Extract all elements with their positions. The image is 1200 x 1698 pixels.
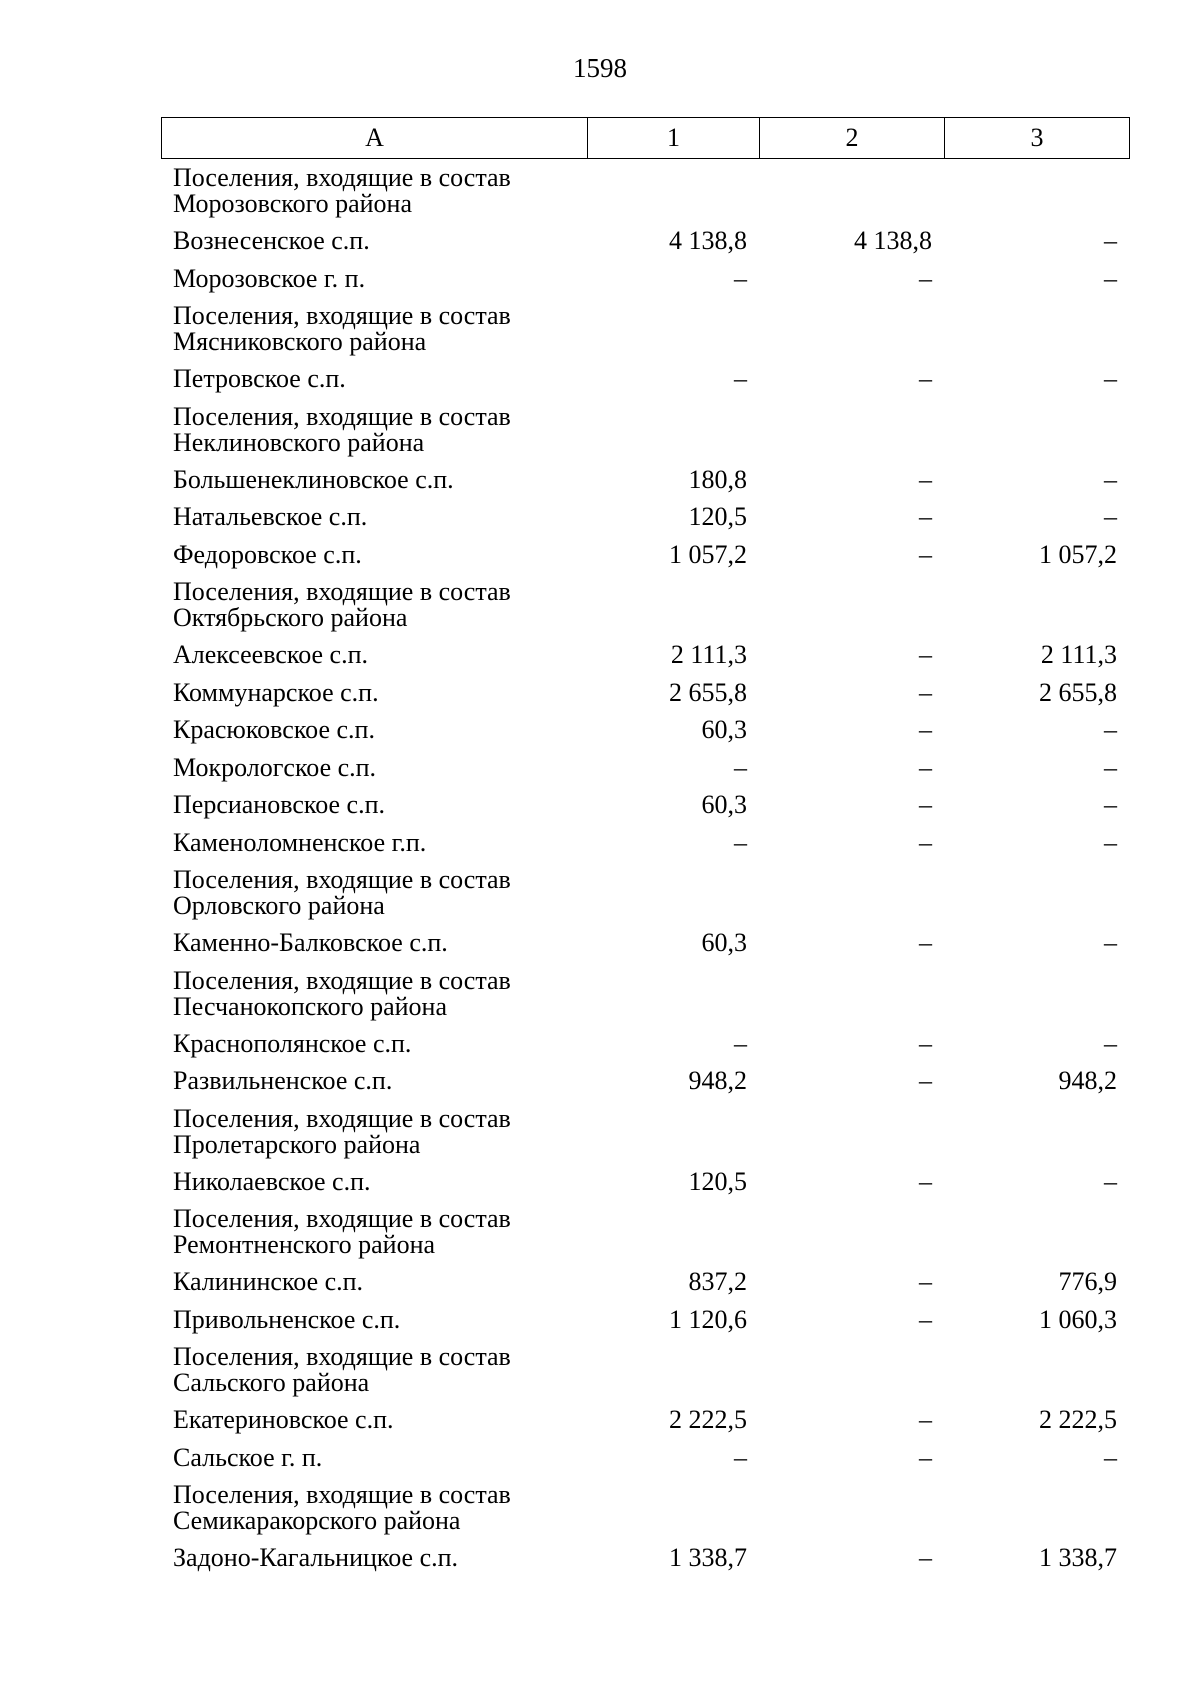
- table-row: [161, 1401, 1129, 1439]
- table-row: [161, 636, 1129, 674]
- table-row: [161, 711, 1129, 749]
- settlement-name-cell: Коммунарское с.п.: [173, 677, 379, 707]
- value-col1-cell: 120,5: [688, 1166, 747, 1196]
- value-col1-cell: –: [734, 1442, 747, 1472]
- value-col3-cell: 2 111,3: [1040, 640, 1117, 669]
- value-col3-cell: –: [1104, 1442, 1117, 1472]
- value-col2-cell: –: [919, 1442, 932, 1472]
- value-col2-cell: –: [919, 1028, 932, 1058]
- settlement-name-cell: Поселения, входящие в состав Пролетарского района: [173, 1103, 511, 1159]
- value-col1-cell: 1 057,2: [669, 539, 747, 569]
- settlement-name-cell: Екатериновское с.п.: [173, 1405, 394, 1434]
- value-col3-cell: –: [1104, 364, 1117, 393]
- value-col3-cell: –: [1104, 502, 1117, 531]
- value-col1-cell: 180,8: [688, 464, 747, 494]
- value-col3-cell: –: [1104, 263, 1117, 293]
- value-col2-cell: –: [919, 928, 932, 957]
- settlement-name-cell: Каменно-Балковское с.п.: [173, 928, 448, 957]
- table-group-heading-row: [161, 297, 1129, 360]
- value-col2-cell: –: [919, 1543, 932, 1572]
- settlement-name-cell: Морозовское г. п.: [173, 263, 366, 293]
- column-header-2: 2: [760, 118, 945, 159]
- settlement-name-cell: Привольненское с.п.: [173, 1304, 401, 1334]
- value-col3-cell: –: [1104, 715, 1117, 744]
- settlement-name-cell: Краснополянское с.п.: [173, 1028, 412, 1058]
- table-row: [161, 498, 1129, 536]
- table-group-heading-row: [161, 1200, 1129, 1263]
- settlement-name-cell: Поселения, входящие в состав Орловского района: [173, 865, 511, 920]
- table-row: [161, 674, 1129, 712]
- value-col1-cell: –: [734, 364, 747, 393]
- value-col3-cell: 1 057,2: [1039, 539, 1117, 569]
- value-col1-cell: –: [734, 1028, 747, 1058]
- value-col2-cell: –: [919, 1267, 932, 1296]
- value-col3-cell: 948,2: [1058, 1066, 1117, 1095]
- table-group-heading-row: [161, 861, 1129, 924]
- value-col1-cell: 837,2: [688, 1267, 747, 1296]
- value-col2-cell: 4 138,8: [854, 226, 932, 255]
- table-group-heading-row: [161, 1338, 1129, 1401]
- settlement-name-cell: Поселения, входящие в состав Ремонтненского района: [173, 1204, 511, 1259]
- settlement-name-cell: Мокрологское с.п.: [173, 752, 377, 782]
- settlement-name-cell: Николаевское с.п.: [173, 1166, 371, 1196]
- value-col1-cell: 2 222,5: [669, 1405, 747, 1434]
- table-row: [161, 786, 1129, 824]
- value-col3-cell: –: [1104, 1166, 1117, 1196]
- table-group-heading-row: [161, 1100, 1129, 1163]
- value-col1-cell: –: [734, 827, 747, 857]
- value-col1-cell: 1 120,6: [669, 1304, 747, 1334]
- settlement-name-cell: Сальское г. п.: [173, 1442, 323, 1472]
- value-col2-cell: –: [919, 1166, 932, 1196]
- value-col3-cell: 1 338,7: [1039, 1543, 1117, 1572]
- table-row: [161, 924, 1129, 962]
- value-col1-cell: 60,3: [701, 790, 747, 819]
- value-col1-cell: 120,5: [688, 502, 747, 531]
- table-group-heading-row: [161, 962, 1129, 1025]
- table-row: [161, 260, 1129, 298]
- table-row: [161, 824, 1129, 862]
- value-col1-cell: 4 138,8: [669, 226, 747, 255]
- column-header-a: А: [162, 118, 588, 159]
- settlement-name-cell: Персиановское с.п.: [173, 790, 386, 819]
- value-col2-cell: –: [919, 1066, 932, 1095]
- page-number: 1598: [573, 53, 627, 83]
- value-col3-cell: –: [1104, 790, 1117, 819]
- table-row: [161, 1163, 1129, 1201]
- settlement-name-cell: Каменоломненское г.п.: [173, 827, 427, 857]
- table-row: [161, 461, 1129, 499]
- settlement-name-cell: Красюковское с.п.: [173, 715, 375, 744]
- value-col1-cell: –: [734, 752, 747, 782]
- value-col2-cell: –: [919, 539, 932, 569]
- table-group-heading-row: [161, 159, 1129, 222]
- table-group-heading-row: [161, 1476, 1129, 1539]
- settlement-name-cell: Поселения, входящие в состав Морозовского района: [173, 163, 511, 218]
- settlement-name-cell: Задоно-Кагальницкое с.п.: [173, 1543, 459, 1572]
- table-row: [161, 1263, 1129, 1301]
- value-col3-cell: 2 222,5: [1039, 1405, 1117, 1434]
- value-col3-cell: –: [1104, 752, 1117, 782]
- value-col3-cell: 1 060,3: [1039, 1304, 1117, 1334]
- value-col3-cell: 776,9: [1058, 1267, 1117, 1296]
- value-col1-cell: 60,3: [701, 715, 747, 744]
- table-row: [161, 536, 1129, 574]
- value-col2-cell: –: [919, 827, 932, 857]
- table-row: [161, 222, 1129, 260]
- settlement-name-cell: Поселения, входящие в состав Мясниковского района: [173, 301, 511, 356]
- value-col3-cell: –: [1104, 226, 1117, 255]
- value-col1-cell: 1 338,7: [669, 1543, 747, 1572]
- table-row: [161, 1539, 1129, 1577]
- table-row: [161, 1439, 1129, 1477]
- settlement-name-cell: Развильненское с.п.: [173, 1066, 393, 1095]
- value-col2-cell: –: [919, 790, 932, 819]
- value-col3-cell: –: [1104, 1028, 1117, 1058]
- settlement-name-cell: Поселения, входящие в состав Неклиновского района: [173, 401, 511, 457]
- table-row: [161, 1025, 1129, 1063]
- settlement-name-cell: Большенеклиновское с.п.: [173, 464, 454, 494]
- value-col1-cell: 2 111,3: [670, 640, 747, 669]
- value-col2-cell: –: [919, 263, 932, 293]
- value-col2-cell: –: [919, 677, 932, 707]
- value-col1-cell: –: [734, 263, 747, 293]
- value-col3-cell: 2 655,8: [1039, 677, 1117, 707]
- table-group-heading-row: [161, 398, 1129, 461]
- value-col2-cell: –: [919, 1405, 932, 1434]
- value-col2-cell: –: [919, 715, 932, 744]
- value-col1-cell: 948,2: [688, 1066, 747, 1095]
- settlement-name-cell: Петровское с.п.: [173, 364, 346, 393]
- settlement-name-cell: Поселения, входящие в состав Сальского района: [173, 1342, 511, 1397]
- value-col1-cell: 2 655,8: [669, 677, 747, 707]
- settlement-name-cell: Вознесенское с.п.: [173, 226, 370, 255]
- settlement-name-cell: Алексеевское с.п.: [173, 640, 368, 669]
- table-row: [161, 749, 1129, 787]
- value-col2-cell: –: [919, 640, 932, 669]
- value-col2-cell: –: [919, 502, 932, 531]
- value-col2-cell: –: [919, 752, 932, 782]
- settlement-name-cell: Федоровское с.п.: [173, 539, 362, 569]
- value-col2-cell: –: [919, 364, 932, 393]
- table-row: [161, 1301, 1129, 1339]
- value-col3-cell: –: [1104, 827, 1117, 857]
- table-group-heading-row: [161, 573, 1129, 636]
- settlement-name-cell: Калининское с.п.: [173, 1267, 364, 1296]
- column-header-3: 3: [945, 118, 1130, 159]
- column-header-1: 1: [588, 118, 760, 159]
- table-row: [161, 360, 1129, 398]
- value-col3-cell: –: [1104, 928, 1117, 957]
- table-row: [161, 1062, 1129, 1100]
- settlement-name-cell: Натальевское с.п.: [173, 502, 368, 531]
- settlement-name-cell: Поселения, входящие в состав Семикаракорского района: [173, 1480, 511, 1535]
- value-col2-cell: –: [919, 1304, 932, 1334]
- value-col1-cell: 60,3: [701, 928, 747, 957]
- value-col3-cell: –: [1104, 464, 1117, 494]
- settlement-name-cell: Поселения, входящие в состав Октябрьского района: [173, 577, 511, 632]
- settlement-name-cell: Поселения, входящие в состав Песчанокопского района: [173, 965, 511, 1021]
- value-col2-cell: –: [919, 464, 932, 494]
- table-header: [161, 117, 1130, 159]
- table-body: [161, 159, 1129, 1577]
